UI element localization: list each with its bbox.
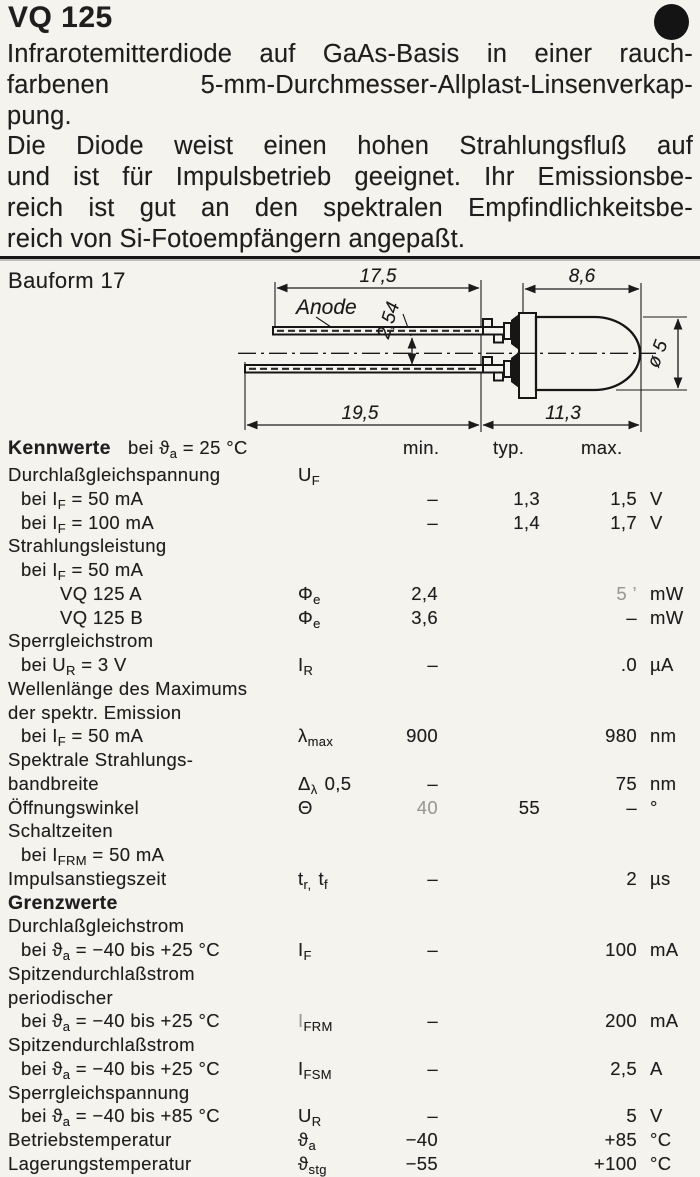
row-symbol: [298, 915, 305, 939]
row-min-value: –: [427, 867, 438, 889]
row-label: bei $ϑ_a = -40$ bis +25 °C: [21, 1057, 220, 1082]
row-symbol: [298, 987, 305, 1011]
row-min-value: –: [427, 654, 438, 675]
intro-line: und ist für Impulsbetrieb geeignet. Ihr Emissionsbe-: [7, 163, 693, 192]
row-label: Wellenlänge des Maximums: [8, 677, 248, 699]
row-label: Spitzendurchlaßstrom: [8, 1034, 195, 1055]
row-unit: nm: [650, 772, 677, 794]
anode-lead-crimp: [494, 335, 503, 343]
diameter-label: ø 5: [643, 337, 673, 371]
row-unit: V: [650, 511, 663, 533]
row-label: Betriebstemperatur: [8, 1129, 172, 1150]
row-unit: mA: [650, 1010, 679, 1032]
row-unit: nm: [650, 725, 677, 747]
anode-weld-cone: [511, 314, 519, 350]
row-unit: V: [650, 487, 663, 509]
row-min-value: –: [427, 511, 438, 533]
row-unit: µA: [650, 654, 674, 675]
table-row: [0, 939, 700, 963]
row-max-value: +100: [593, 1152, 637, 1174]
section-title-kennwerte: Kennwerte: [8, 437, 111, 459]
intro-line: Die Diode weist einen hohen Strahlungsfluß auf: [7, 132, 693, 161]
table-row: [0, 559, 700, 583]
row-label: Spektrale Strahlungs-: [8, 749, 194, 770]
table-row: [0, 1034, 700, 1058]
intro-paragraphs: [7, 39, 693, 255]
row-label: bei $I_F = 50$ mA: [21, 725, 144, 750]
row-symbol: $U_F$: [298, 464, 321, 488]
row-symbol: [298, 844, 305, 868]
row-symbol: [298, 512, 305, 536]
row-label: Schaltzeiten: [8, 820, 113, 842]
table-row: [0, 963, 700, 987]
table-row: [0, 915, 700, 939]
row-unit: mW: [650, 582, 684, 604]
table-row: [0, 1129, 700, 1153]
table-row: [0, 1105, 700, 1129]
table-row: [0, 725, 700, 749]
row-max-value: 75: [615, 772, 637, 794]
row-symbol: [298, 1034, 305, 1058]
bauform-label: Bauform 17: [8, 268, 126, 293]
table-row: [0, 1082, 700, 1106]
row-max-value: 5 ’: [616, 582, 637, 604]
row-min-value: −55: [405, 1152, 438, 1174]
row-min-value: –: [427, 772, 438, 794]
row-symbol: $\Phi_e$: [298, 606, 321, 631]
column-header-max: max.: [581, 437, 623, 458]
table-row: [0, 1058, 700, 1082]
row-label: bei $I_{FRM} = 50$ mA: [21, 844, 165, 868]
row-max-value: 1,5: [610, 487, 637, 509]
dim-8-6-label: 8,6: [568, 266, 596, 287]
row-label: bei $I_F = 100$ mA: [21, 511, 155, 536]
row-unit: °C: [650, 1152, 672, 1174]
cathode-lead-post: [504, 361, 511, 377]
table-row: [0, 607, 700, 631]
row-max-value: –: [626, 796, 637, 818]
row-symbol: $\Delta_\lambda$ 0,5: [298, 772, 352, 797]
row-label: VQ 125 B: [60, 606, 144, 628]
row-min-value: –: [427, 1105, 438, 1127]
anode-lead-crimp: [483, 327, 504, 335]
row-symbol: $I_F$: [298, 939, 312, 963]
row-unit: mW: [650, 606, 684, 628]
package-drawing: [0, 262, 700, 436]
row-label: Grenzwerte: [8, 891, 118, 914]
table-row: [0, 1010, 700, 1034]
row-max-value: 1,7: [610, 511, 637, 533]
row-max-value: +85: [604, 1129, 637, 1150]
row-label: bandbreite: [8, 772, 99, 794]
table-row: [0, 1153, 700, 1177]
table-condition: bei $ϑ_a = 25$ °C: [128, 437, 248, 461]
table-row: [0, 820, 700, 844]
row-symbol: [298, 702, 305, 726]
row-symbol: [298, 488, 305, 512]
row-symbol: [298, 678, 305, 702]
row-symbol: $I_R$: [298, 654, 314, 678]
row-min-value: –: [427, 487, 438, 509]
table-row: [0, 512, 700, 536]
dim-11-3-label: 11,3: [545, 403, 581, 424]
row-label: Öffnungswinkel: [8, 796, 140, 818]
intro-line: Infrarotemitterdiode auf GaAs-Basis in einer rauch-: [7, 40, 693, 68]
row-min-value: –: [427, 939, 438, 960]
row-label: Durchlaßgleichspannung: [8, 464, 221, 485]
dim-17-5-label: 17,5: [359, 266, 397, 287]
table-row: [0, 678, 700, 702]
row-symbol: Θ: [298, 796, 313, 818]
row-symbol: [298, 963, 305, 987]
row-unit: °: [650, 796, 658, 818]
table-row: [0, 749, 700, 773]
table-header: [0, 437, 700, 464]
row-label: bei $I_F = 50$ mA: [21, 487, 144, 512]
row-max-value: 2: [626, 867, 637, 889]
anode-lead-post: [504, 323, 511, 339]
row-min-value: 3,6: [411, 606, 438, 628]
row-typ-value: 1,4: [513, 511, 540, 533]
row-symbol: [298, 630, 305, 654]
row-min-value: 900: [406, 725, 438, 747]
row-max-value: 2,5: [610, 1057, 637, 1079]
row-typ-value: 55: [518, 796, 540, 818]
row-label: Strahlungsleistung: [8, 535, 167, 557]
row-symbol: $\lambda_{max}$: [298, 725, 334, 750]
row-symbol: [298, 559, 305, 583]
cathode-lead-crimp: [483, 365, 504, 373]
row-label: Lagerungstemperatur: [8, 1152, 192, 1174]
anode-label: Anode: [296, 296, 357, 319]
row-unit: °C: [650, 1129, 672, 1150]
row-label: Spitzendurchlaßstrom: [8, 962, 195, 984]
column-header-min: min.: [403, 437, 440, 458]
row-label: Impulsanstiegszeit: [8, 867, 167, 889]
table-body: [0, 464, 700, 1177]
row-label: periodischer: [8, 986, 113, 1008]
intro-line: reich ist gut an den spektralen Empfindlichkeitsbe-: [7, 193, 693, 222]
table-row: [0, 797, 700, 821]
table-row: [0, 488, 700, 512]
row-unit: V: [650, 1105, 663, 1127]
row-symbol: $t_{r,}$ $t_f$: [298, 867, 328, 892]
punch-hole-dot: [654, 4, 689, 40]
row-label: bei $ϑ_a = -40$ bis +25 °C: [21, 1010, 220, 1035]
table-row: [0, 464, 700, 488]
table-row: [0, 654, 700, 678]
table-row: [0, 773, 700, 797]
row-label: bei $I_F = 50$ mA: [21, 559, 144, 583]
table-row: [0, 868, 700, 892]
intro-line: reich von Si-Fotoempfängern angepaßt.: [7, 224, 466, 253]
table-row: [0, 844, 700, 868]
divider-rule: [0, 256, 700, 259]
table-row: [0, 583, 700, 607]
row-min-value: 2,4: [411, 582, 438, 604]
row-label: bei $ϑ_a = -40$ bis +25 °C: [21, 939, 220, 963]
row-label: der spektr. Emission: [8, 701, 182, 723]
table-row: [0, 987, 700, 1011]
cathode-weld-cone: [511, 352, 519, 388]
row-max-value: 5: [626, 1105, 637, 1127]
row-symbol: $ϑ_{stg}$: [298, 1152, 327, 1177]
row-label: Durchlaßgleichstrom: [8, 915, 185, 937]
row-label: VQ 125 A: [60, 582, 142, 604]
row-max-value: –: [626, 606, 637, 628]
row-max-value: .0: [620, 654, 637, 675]
dim-19-5-label: 19,5: [341, 403, 379, 424]
row-unit: A: [650, 1057, 663, 1079]
row-label: Sperrgleichspannung: [8, 1081, 190, 1103]
row-symbol: $\Phi_e$: [298, 582, 321, 607]
row-min-value: –: [427, 1010, 438, 1032]
row-min-value: –: [427, 1057, 438, 1079]
row-symbol: $ϑ_a$: [298, 1129, 317, 1153]
row-label: Sperrgleichstrom: [8, 630, 154, 652]
column-header-typ: typ.: [493, 437, 525, 458]
dim-2-54-label: 2,54: [373, 299, 405, 342]
row-symbol: $U_R$: [298, 1105, 322, 1130]
row-symbol: [298, 749, 305, 773]
row-symbol: $I_{FRM}$: [298, 1010, 333, 1035]
table-row: [0, 535, 700, 559]
row-max-value: 100: [605, 939, 637, 960]
table-row: [0, 892, 700, 916]
row-typ-value: 1,3: [513, 487, 540, 509]
table-row: [0, 630, 700, 654]
row-symbol: [298, 820, 305, 844]
row-max-value: 200: [605, 1010, 637, 1032]
row-symbol: [298, 892, 305, 916]
row-min-value: 40: [416, 796, 438, 818]
package-flange: [519, 313, 536, 398]
row-label: bei $U_R = 3$ V: [21, 654, 127, 678]
table-row: [0, 702, 700, 726]
intro-line: farbenen 5-mm-Durchmesser-Allplast-Linsenverkap-: [7, 70, 693, 99]
intro-line: pung.: [7, 101, 72, 130]
row-max-value: 980: [605, 725, 637, 747]
row-unit: mA: [650, 939, 679, 960]
characteristics-table: [0, 437, 700, 1177]
row-symbol: [298, 1082, 305, 1106]
page-title: VQ 125: [8, 1, 113, 34]
row-min-value: −40: [405, 1129, 438, 1150]
row-unit: µs: [650, 867, 671, 889]
row-label: bei $ϑ_a = -40$ bis +85 °C: [21, 1105, 220, 1130]
row-symbol: $I_{FSM}$: [298, 1057, 332, 1082]
row-symbol: [298, 535, 305, 559]
cathode-lead-crimp: [494, 373, 503, 381]
